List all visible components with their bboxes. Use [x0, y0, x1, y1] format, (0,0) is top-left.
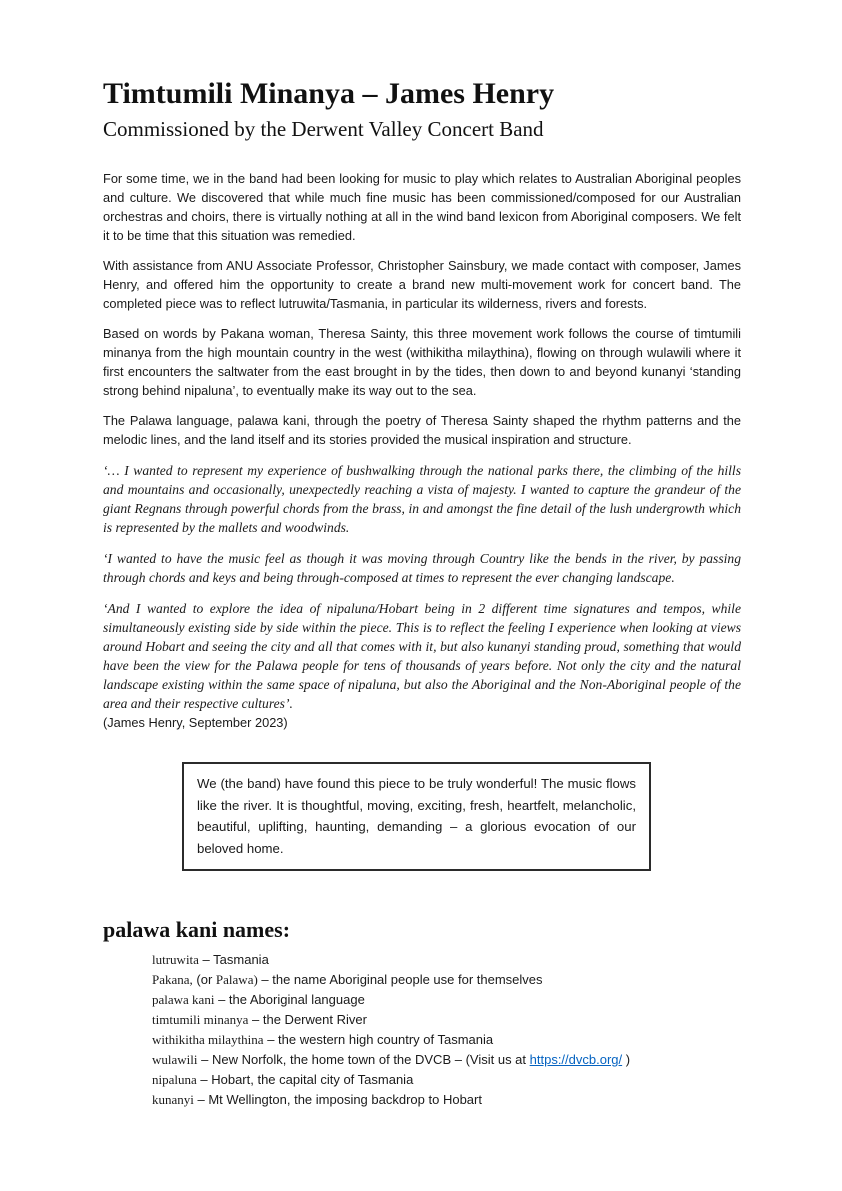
palawa-term: nipaluna: [152, 1072, 197, 1088]
composer-quote-2: ‘I wanted to have the music feel as though it was moving through Country like the bends in the river, by passing through chords and keys and being through-composed at times to represent the ever changing landscape.: [103, 551, 741, 586]
term-description: – the western high country of Tasmania: [263, 1032, 494, 1048]
list-item: [152, 990, 741, 1010]
term-description: – Tasmania: [198, 952, 269, 968]
palawa-term: Palawa): [215, 972, 258, 988]
palawa-names-list: [152, 950, 741, 1110]
term-description: ): [622, 1052, 631, 1068]
palawa-term: lutruwita: [152, 952, 199, 968]
list-item: [152, 950, 741, 970]
paragraph-language: The Palawa language, palawa kani, through the poetry of Theresa Sainty shaped the rhythm patterns and the melodic lines, and the land itself and its stories provided the musical inspiration and structure.: [103, 413, 741, 448]
page-title: Timtumili Minanya – James Henry: [103, 77, 555, 110]
names-section-heading: palawa kani names:: [103, 917, 291, 943]
palawa-term: Pakana,: [152, 972, 193, 988]
list-item: [152, 1090, 741, 1110]
list-item: [152, 1030, 741, 1050]
paragraph-commission: With assistance from ANU Associate Professor, Christopher Sainsbury, we made contact with composer, James Henry, and offered him the opportunity to create a brand new multi-movement work for concert band. The completed piece was to reflect lutruwita/Tasmania, in particular its wilderness, rivers and forests.: [103, 258, 741, 312]
dvcb-link[interactable]: https://dvcb.org/: [529, 1052, 623, 1068]
term-description: – Hobart, the capital city of Tasmania: [196, 1072, 414, 1088]
term-description: (or: [192, 972, 216, 988]
paragraph-intro: For some time, we in the band had been looking for music to play which relates to Australian Aboriginal peoples and culture. We discovered that while much fine music has been commissioned/composed for our Australian orchestras and choirs, there is virtually nothing at all in the wind band lexicon from Aboriginal composers. We felt it to be time that this situation was remedied.: [103, 171, 741, 244]
palawa-term: wulawili: [152, 1052, 198, 1068]
term-description: – the Derwent River: [248, 1012, 367, 1028]
palawa-term: withikitha milaythina: [152, 1032, 264, 1048]
quote-attribution: (James Henry, September 2023): [103, 715, 288, 731]
list-item: [152, 970, 741, 990]
list-item: [152, 1070, 741, 1090]
palawa-term: kunanyi: [152, 1092, 194, 1108]
term-description: – New Norfolk, the home town of the DVCB – (Visit us at: [197, 1052, 530, 1068]
palawa-term: palawa kani: [152, 992, 215, 1008]
document-content: [103, 0, 741, 1110]
list-item: [152, 1050, 741, 1070]
page-subtitle: Commissioned by the Derwent Valley Concert Band: [103, 117, 544, 141]
composer-quote-1: ‘… I wanted to represent my experience of bushwalking through the national parks there, the climbing of the hills and mountains and occasionally, unexpectedly reaching a vista of majesty. I wanted to capture the grandeur of the giant Regnans through powerful chords from the brass, in and amongst the fine detail of the lush undergrowth which is represented by the mallets and woodwinds.: [103, 463, 741, 536]
list-item: [152, 1010, 741, 1030]
term-description: – Mt Wellington, the imposing backdrop to Hobart: [193, 1092, 482, 1108]
testimonial-box: [182, 762, 651, 871]
palawa-term: timtumili minanya: [152, 1012, 249, 1028]
term-description: – the name Aboriginal people use for themselves: [257, 972, 543, 988]
paragraph-structure: Based on words by Pakana woman, Theresa Sainty, this three movement work follows the course of timtumili minanya from the high mountain country in the west (withikitha milaythina), flowing on through wulawili where it first encounters the saltwater from the east brought in by the tides, then down to and beyond kunanyi ‘standing strong behind nipaluna’, to eventually make its way out to the sea.: [103, 326, 741, 399]
testimonial-text: We (the band) have found this piece to be truly wonderful! The music flows like the river. It is thoughtful, moving, exciting, fresh, heartfelt, melancholic, beautiful, uplifting, haunting, demanding – a glorious evocation of our beloved home.: [197, 776, 636, 856]
composer-quote-3: ‘And I wanted to explore the idea of nipaluna/Hobart being in 2 different time signatures and tempos, while simultaneously existing side by side within the piece. This is to reflect the feeling I experience when looking at views around Hobart and seeing the city and all that comes with it, but also kunanyi standing proud, something that would have been the view for the Palawa people for tens of thousands of years before. Not only the city and the natural landscape existing within the same space of nipaluna, but also the Aboriginal and the Non-Aboriginal people of the area and their respective cultures’.: [103, 601, 741, 712]
term-description: – the Aboriginal language: [214, 992, 365, 1008]
